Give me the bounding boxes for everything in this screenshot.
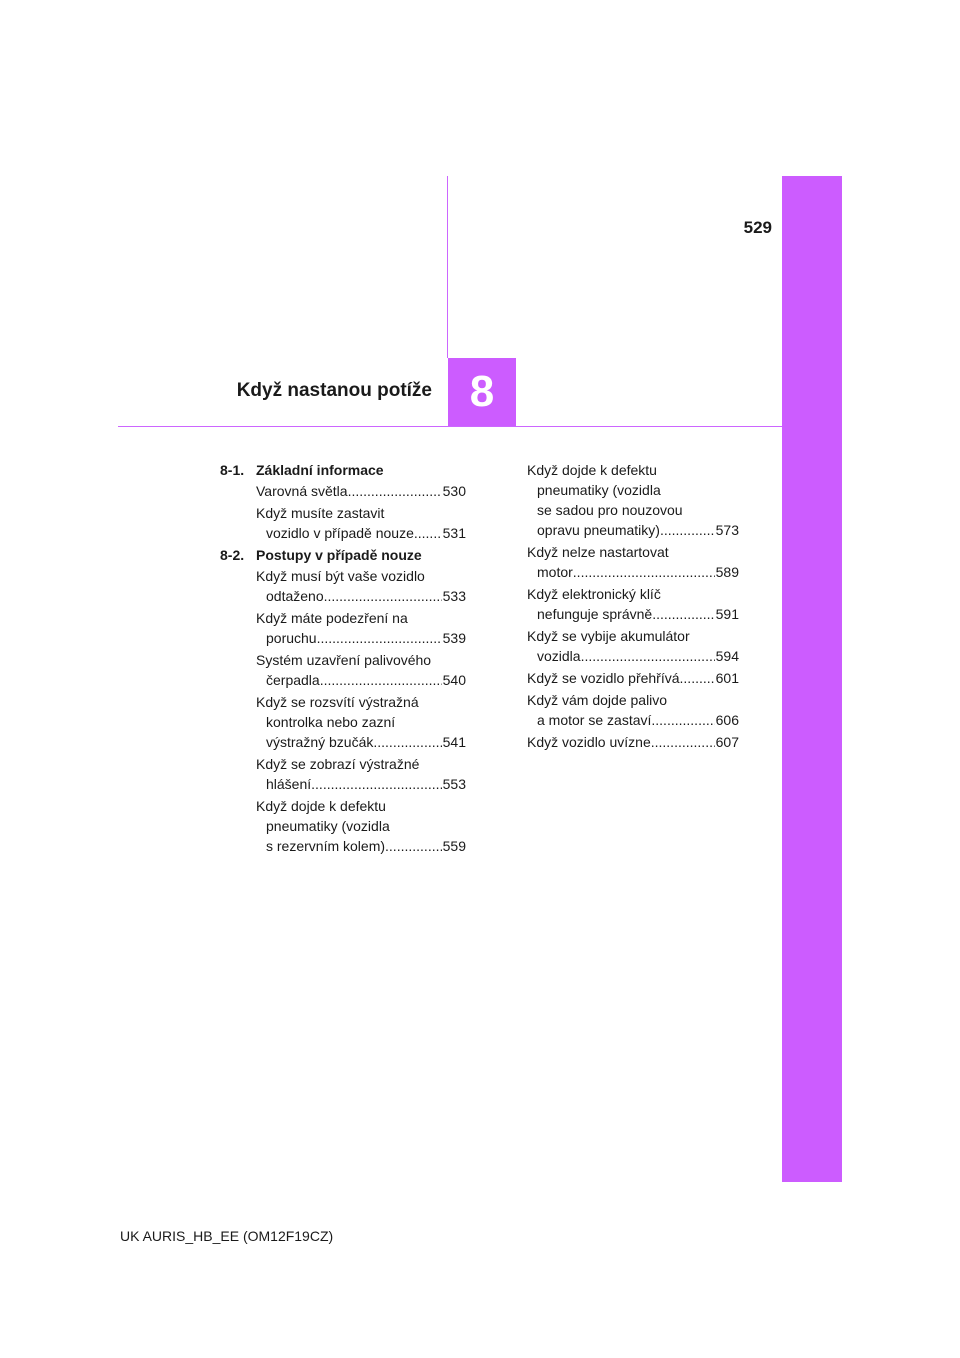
leader-dots xyxy=(573,562,715,582)
toc-entry[interactable] xyxy=(527,460,739,540)
entry-text: s rezervním kolem) xyxy=(266,838,386,854)
footer-model-code: UK AURIS_HB_EE (OM12F19CZ) xyxy=(120,1228,334,1244)
entry-text: vozidlo v případě nouze xyxy=(266,525,414,541)
entry-text: pneumatiky (vozidla xyxy=(266,818,390,834)
entry-text: Když dojde k defektu xyxy=(527,462,657,478)
entry-text: Když vám dojde palivo xyxy=(527,692,668,708)
toc-entry[interactable] xyxy=(527,732,739,752)
leader-dots xyxy=(385,836,442,856)
entry-text: motor xyxy=(537,564,573,580)
leader-dots xyxy=(311,774,441,794)
section-title: Postupy v případě nouze xyxy=(256,547,422,563)
entry-text: vozidla xyxy=(537,648,581,664)
leader-dots xyxy=(680,668,715,688)
entry-page: 607 xyxy=(715,734,739,750)
toc-entry[interactable] xyxy=(527,584,739,624)
entry-page: 594 xyxy=(715,648,739,664)
leader-dots xyxy=(660,520,715,540)
toc-entry[interactable] xyxy=(256,692,466,752)
entry-text: Když vozidlo uvízne xyxy=(527,734,651,750)
toc-section-8-1[interactable] xyxy=(220,460,466,480)
entry-text: nefunguje správně xyxy=(537,606,653,622)
toc-entry[interactable] xyxy=(527,542,739,582)
leader-dots xyxy=(414,523,442,543)
entry-text: výstražný bzučák xyxy=(266,734,374,750)
section-number: 8-2. xyxy=(220,547,245,563)
entry-page: 533 xyxy=(442,588,466,604)
entry-text: se sadou pro nouzovou xyxy=(537,502,683,518)
toc-entry[interactable] xyxy=(256,650,466,690)
entry-text: Varovná světla xyxy=(256,483,348,499)
leader-dots xyxy=(652,604,714,624)
entry-page: 589 xyxy=(715,564,739,580)
chapter-title: Když nastanou potíže xyxy=(236,380,432,401)
entry-page: 559 xyxy=(442,838,466,854)
leader-dots xyxy=(320,670,442,690)
toc-entry[interactable] xyxy=(527,626,739,666)
toc-entry[interactable] xyxy=(256,566,466,606)
entry-text: Když se vybije akumulátor xyxy=(527,628,690,644)
page-number: 529 xyxy=(743,218,772,237)
entry-text: Když se rozsvítí výstražná xyxy=(256,694,419,710)
entry-page: 606 xyxy=(715,712,739,728)
toc-right-column xyxy=(527,460,739,754)
entry-page: 601 xyxy=(715,670,739,686)
chapter-number: 8 xyxy=(448,358,516,426)
entry-text: Když se zobrazí výstražné xyxy=(256,756,420,772)
toc-entry[interactable] xyxy=(527,668,739,688)
toc-entry[interactable] xyxy=(256,796,466,856)
entry-text: Když se vozidlo přehřívá xyxy=(527,670,680,686)
entry-page: 541 xyxy=(442,734,466,750)
entry-text: Když máte podezření na xyxy=(256,610,408,626)
entry-text: hlášení xyxy=(266,776,312,792)
entry-text: opravu pneumatiky) xyxy=(537,522,660,538)
entry-text: Když musí být vaše vozidlo xyxy=(256,568,425,584)
leader-dots xyxy=(324,586,442,606)
entry-text: poruchu xyxy=(266,630,317,646)
entry-page: 591 xyxy=(715,606,739,622)
entry-page: 553 xyxy=(442,776,466,792)
entry-text: Když elektronický klíč xyxy=(527,586,661,602)
toc-entry[interactable] xyxy=(256,503,466,543)
entry-page: 539 xyxy=(442,630,466,646)
entry-text: Když dojde k defektu xyxy=(256,798,386,814)
leader-dots xyxy=(651,732,715,752)
entry-text: Když musíte zastavit xyxy=(256,505,385,521)
toc-entry[interactable] xyxy=(256,754,466,794)
entry-text: odtaženo xyxy=(266,588,324,604)
section-number: 8-1. xyxy=(220,462,245,478)
toc-entry[interactable] xyxy=(256,608,466,648)
toc-section-8-2[interactable] xyxy=(220,545,466,565)
leader-dots xyxy=(373,732,441,752)
entry-text: čerpadla xyxy=(266,672,320,688)
chapter-side-tab xyxy=(782,176,842,1182)
leader-dots xyxy=(317,628,442,648)
leader-dots xyxy=(581,646,715,666)
entry-text: kontrolka nebo zazní xyxy=(266,714,396,730)
entry-page: 573 xyxy=(715,522,739,538)
toc-entry[interactable] xyxy=(527,690,739,730)
entry-page: 531 xyxy=(442,525,466,541)
toc-entry[interactable] xyxy=(256,481,466,501)
entry-page: 540 xyxy=(442,672,466,688)
entry-text: pneumatiky (vozidla xyxy=(537,482,661,498)
leader-dots xyxy=(651,710,714,730)
entry-text: Když nelze nastartovat xyxy=(527,544,669,560)
entry-text: a motor se zastaví xyxy=(537,712,652,728)
header-rule xyxy=(118,426,782,427)
chapter-guide-line xyxy=(447,176,448,358)
entry-page: 530 xyxy=(442,483,466,499)
leader-dots xyxy=(348,481,442,501)
section-title: Základní informace xyxy=(256,462,384,478)
toc-left-column xyxy=(220,460,466,858)
entry-text: Systém uzavření palivového xyxy=(256,652,432,668)
